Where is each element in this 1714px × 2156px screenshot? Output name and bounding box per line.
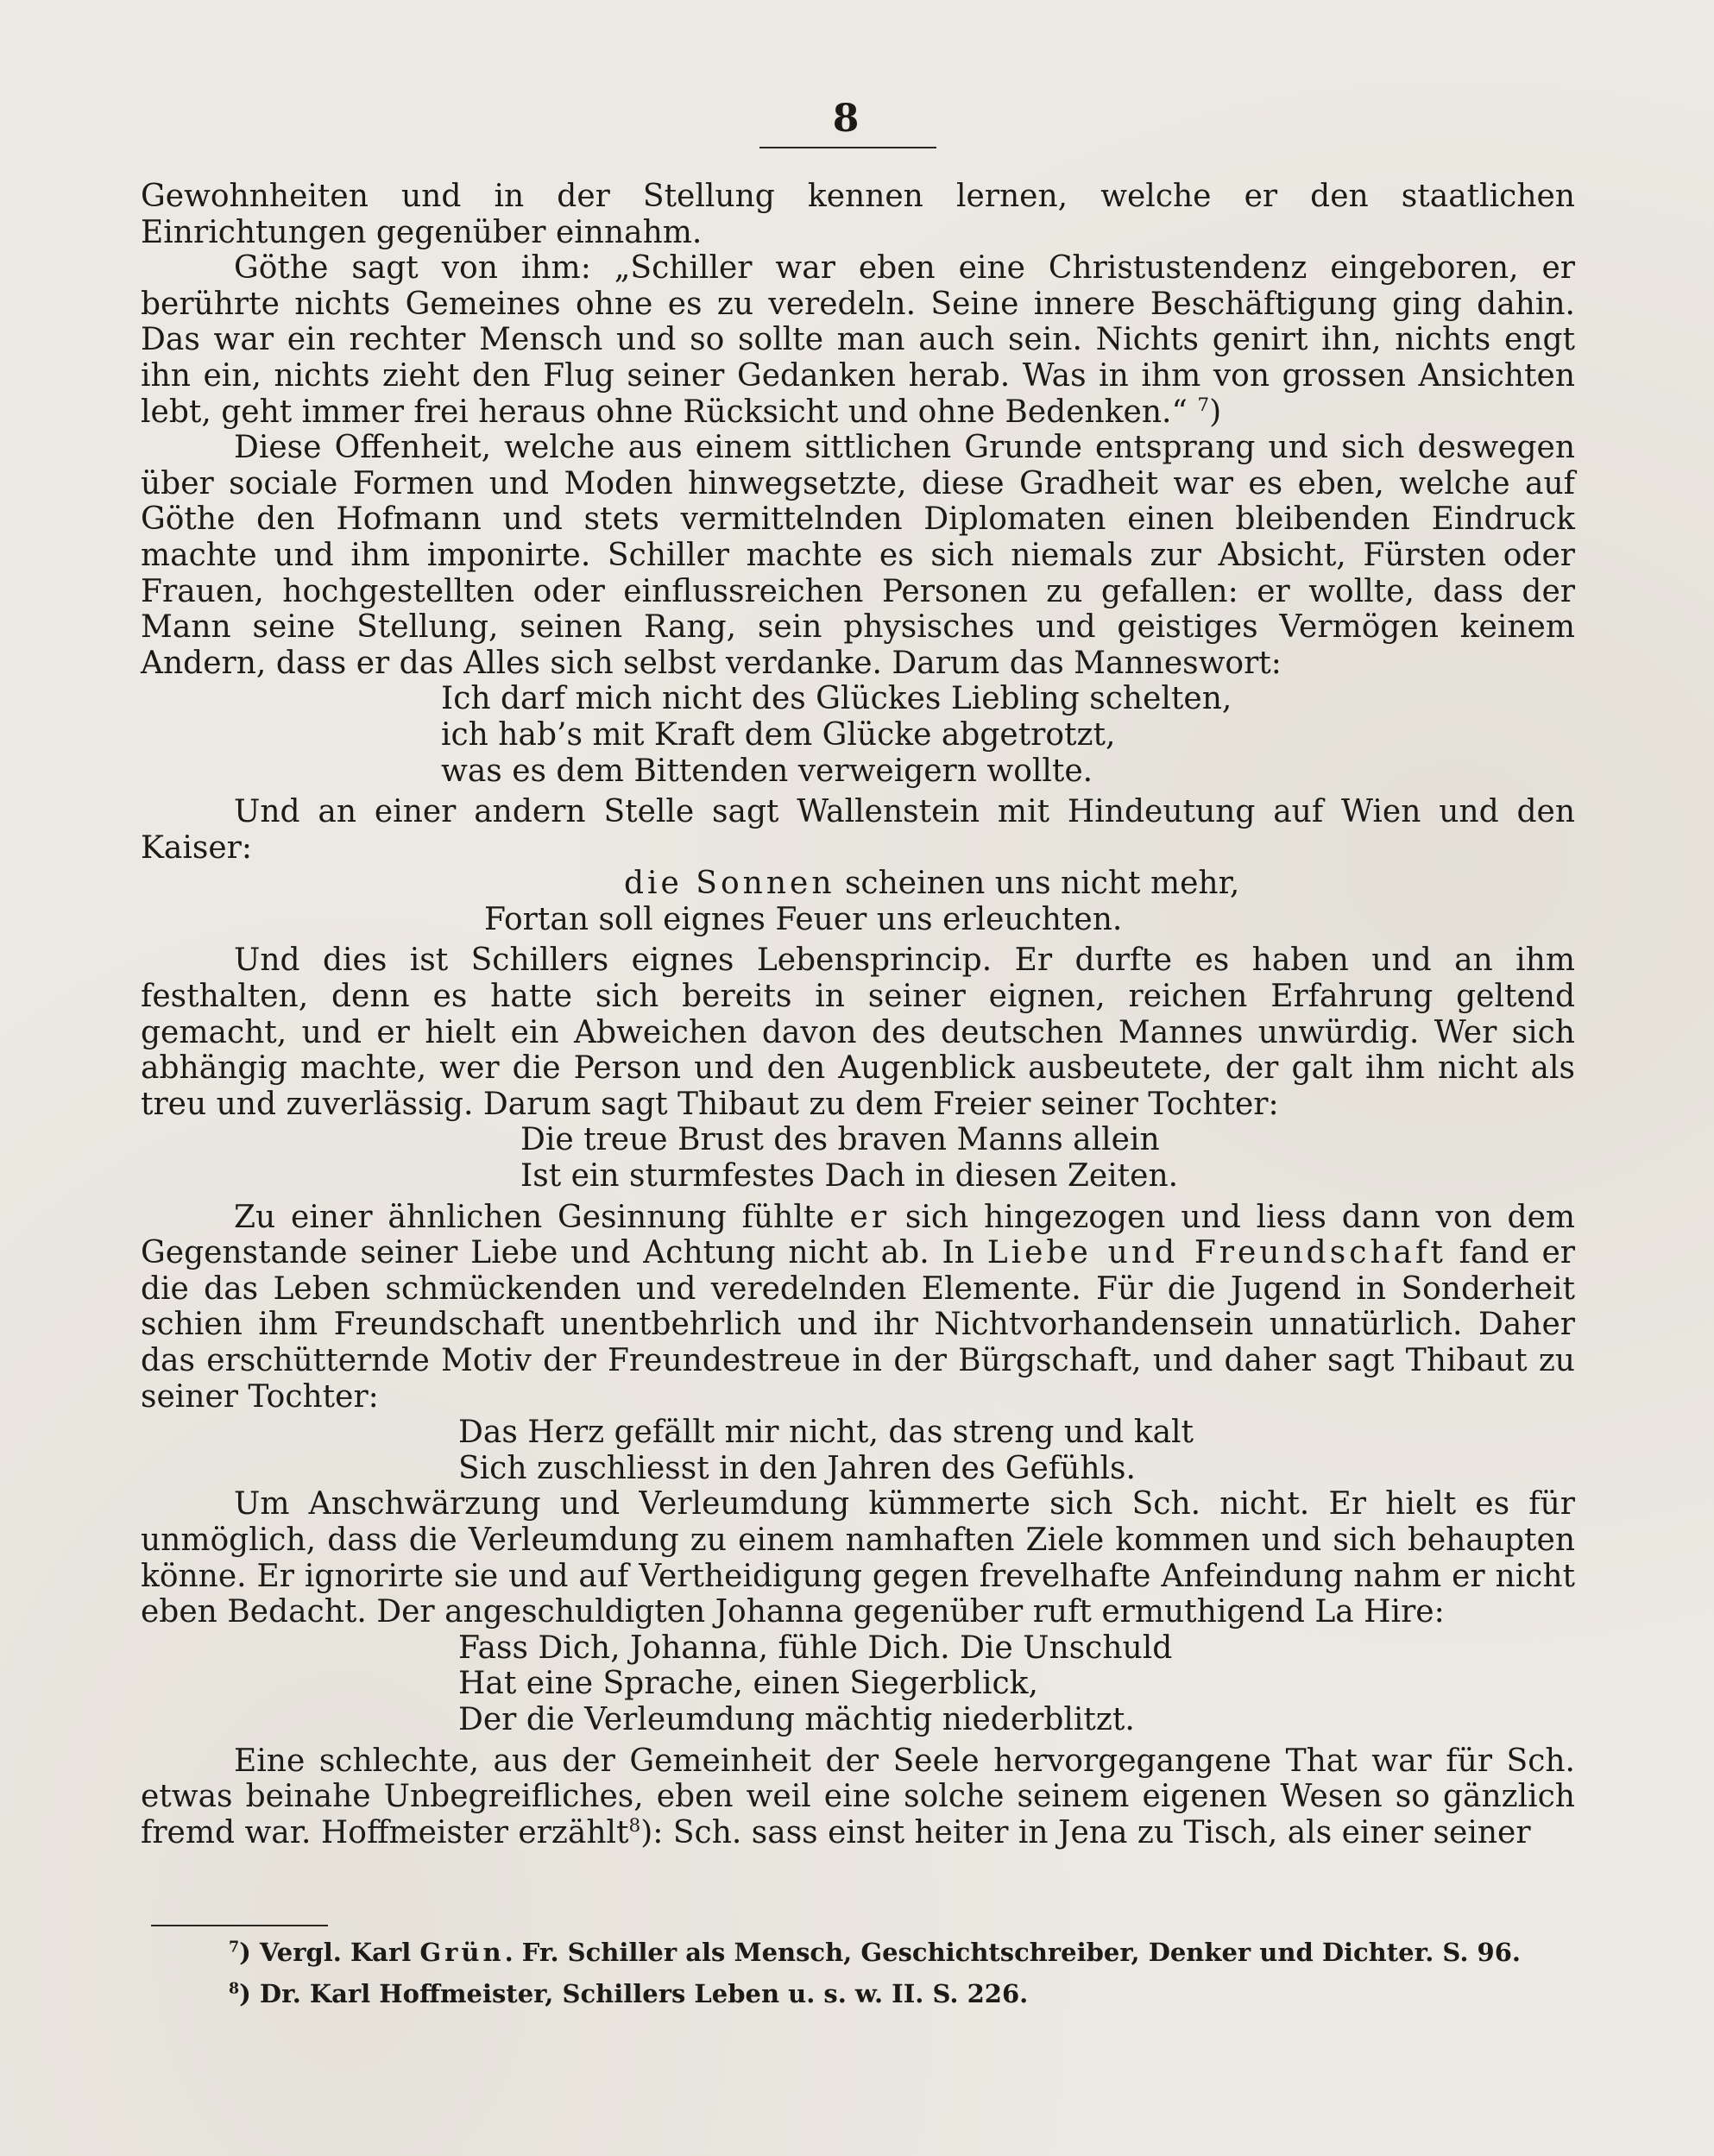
footnote-author-emphasis: Grün bbox=[419, 1938, 505, 1967]
verse-line: was es dem Bittenden verweigern wollte. bbox=[441, 753, 1093, 789]
footnote-7 bbox=[229, 1932, 1575, 1973]
verse-line: Ist ein sturmfestes Dach in diesen Zeiten. bbox=[520, 1158, 1179, 1195]
verse-line: Sich zuschliesst in den Jahren des Gefühls. bbox=[458, 1450, 1136, 1486]
verse-glueck bbox=[141, 681, 1575, 789]
footnote-8 bbox=[229, 1973, 1575, 2014]
footnote-text: ) Dr. Karl Hoffmeister, Schillers Leben u. s. w. II. S. 226. bbox=[239, 1979, 1029, 2008]
paragraph-8 bbox=[141, 1743, 1575, 1851]
paragraph-6-text-b: sich hingezogen und liess dann von dem Gegenstande seiner Liebe und Achtung nicht ab. In bbox=[141, 1199, 1576, 1271]
paragraph-2-text: Göthe sagt von ihm: „Schiller war eben eine Christustendenz eingeboren, er berührte nichts Gemeines ohne es zu veredeln. Seine innere Beschäftigung ging dahin. Das war ein rechter Mensch und so sollte man auch sein. Nichts genirt ihn, nichts engt ihn ein, nichts zieht den Flug seiner Gedanken herab. Was in ihm von grossen Ansichten lebt, geht immer frei heraus ohne Rücksicht und ohne Bedenken.“ bbox=[141, 250, 1575, 430]
footnotes bbox=[229, 1932, 1575, 2014]
verse-line: ich hab’s mit Kraft dem Glücke abgetrotzt, bbox=[441, 716, 1116, 753]
footnote-text: ) Vergl. Karl bbox=[239, 1938, 420, 1967]
paragraph-8-text-a: Eine schlechte, aus der Gemeinheit der Seele hervorgegangene That war für Sch. etwas beinahe Unbegreifliches, eben weil eine solche seinem eigenen Wesen so gänzlich fremd war. Hoffmeister erzählt bbox=[141, 1743, 1575, 1850]
verse-thibaut-2 bbox=[141, 1415, 1575, 1486]
verse-line bbox=[141, 866, 1575, 902]
paragraph-6-emphasis: Liebe und Freundschaft bbox=[986, 1235, 1446, 1271]
paragraph-7: Um Anschwärzung und Verleumdung kümmerte sich Sch. nicht. Er hielt es für unmöglich, dass die Verleumdung zu einem namhaften Ziele kommen und sich behaupten könne. Er ignorirte sie und auf Vertheidigung gegen frevelhafte Anfeindung nahm er nicht eben Bedacht. Der angeschuldigten Johanna gegenüber ruft ermuthigend La Hire: bbox=[141, 1486, 1575, 1630]
verse-line: Hat eine Sprache, einen Siegerblick, bbox=[458, 1666, 1038, 1702]
verse-line: Die treue Brust des braven Manns allein bbox=[520, 1122, 1160, 1158]
verse-line: Ich darf mich nicht des Glückes Liebling schelten, bbox=[441, 681, 1232, 717]
footnote-ref-8: 8 bbox=[628, 1814, 641, 1837]
verse-line: Der die Verleumdung mächtig niederblitzt. bbox=[458, 1701, 1135, 1737]
paragraph-8-text-b: ): Sch. sass einst heiter in Jena zu Tisch, als einer seiner bbox=[640, 1814, 1531, 1850]
verse-wallenstein bbox=[141, 866, 1575, 937]
footnote-rule bbox=[151, 1925, 328, 1926]
verse-text: scheinen uns nicht mehr, bbox=[835, 866, 1240, 902]
verse-line: Fortan soll eignes Feuer uns erleuchten. bbox=[484, 901, 1123, 937]
page-number-rule bbox=[759, 147, 936, 148]
paragraph-4: Und an einer andern Stelle sagt Wallenstein mit Hindeutung auf Wien und den Kaiser: bbox=[141, 794, 1575, 866]
verse-spaced-text: die Sonnen bbox=[624, 866, 835, 902]
paragraph-3: Diese Offenheit, welche aus einem sittlichen Grunde entsprang und sich deswegen über sociale Formen und Moden hinwegsetzte, diese Gradheit war es eben, welche auf Göthe den Hofmann und stets vermittelnden Diplomaten einen bleibenden Eindruck machte und ihm imponirte. Schiller machte es sich niemals zur Absicht, Fürsten oder Frauen, hochgestellten oder einflussreichen Personen zu gefallen: er wollte, dass der Mann seine Stellung, seinen Rang, sein physisches und geistiges Vermögen keinem Andern, dass er das Alles sich selbst verdanke. Darum das Manneswort: bbox=[141, 430, 1575, 681]
paragraph-2: Göthe sagt von ihm: „Schiller war eben eine Christustendenz eingeboren, er berührte nichts Gemeines ohne es zu veredeln. Seine innere Beschäftigung ging dahin. Das war ein rechter Mensch und so sollte man auch sein. Nichts genirt ihn, nichts engt ihn ein, nichts zieht den Flug seiner Gedanken herab. Was in ihm von grossen Ansichten lebt, geht immer frei heraus ohne Rücksicht und ohne Bedenken.“ $^7$) bbox=[141, 250, 1575, 430]
footnote-mark: 7 bbox=[229, 1939, 240, 1957]
paragraph-6-text-c: fand er die das Leben schmückenden und veredelnden Elemente. Für die Jugend in Sonderheit schien ihm Freundschaft unentbehrlich und ihr Nichtvorhandensein unnatürlich. Daher das erschütternde Motiv der Freundestreue in der Bürgschaft, und daher sagt Thibaut zu seiner Tochter: bbox=[141, 1235, 1575, 1415]
page-number: 8 bbox=[832, 97, 860, 141]
paragraph-6-emphasis-er: er bbox=[849, 1199, 891, 1235]
body-text bbox=[141, 179, 1575, 1850]
verse-line: Das Herz gefällt mir nicht, das streng und kalt bbox=[458, 1415, 1194, 1451]
footnote-mark: 8 bbox=[229, 1980, 240, 1998]
paragraph-6 bbox=[141, 1200, 1575, 1415]
verse-thibaut-1 bbox=[141, 1122, 1575, 1194]
footnote-text: . Fr. Schiller als Mensch, Geschichtschreiber, Denker und Dichter. S. 96. bbox=[504, 1938, 1521, 1967]
paragraph-5: Und dies ist Schillers eignes Lebensprincip. Er durfte es haben und an ihm festhalten, denn es hatte sich bereits in seiner eignen, reichen Erfahrung geltend gemacht, und er hielt ein Abweichen davon des deutschen Mannes unwürdig. Wer sich abhängig machte, wer die Person und den Augenblick ausbeutete, der galt ihm nicht als treu und zuverlässig. Darum sagt Thibaut zu dem Freier seiner Tochter: bbox=[141, 942, 1575, 1122]
paragraph-6-text-a: Zu einer ähnlichen Gesinnung fühlte bbox=[234, 1199, 850, 1235]
footnote-ref-7: 7 bbox=[1197, 394, 1210, 416]
paragraph-1: Gewohnheiten und in der Stellung kennen lernen, welche er den staatlichen Einrichtungen gegenüber einnahm. bbox=[141, 179, 1575, 250]
verse-la-hire bbox=[141, 1630, 1575, 1738]
verse-line: Fass Dich, Johanna, fühle Dich. Die Unschuld bbox=[458, 1630, 1173, 1666]
